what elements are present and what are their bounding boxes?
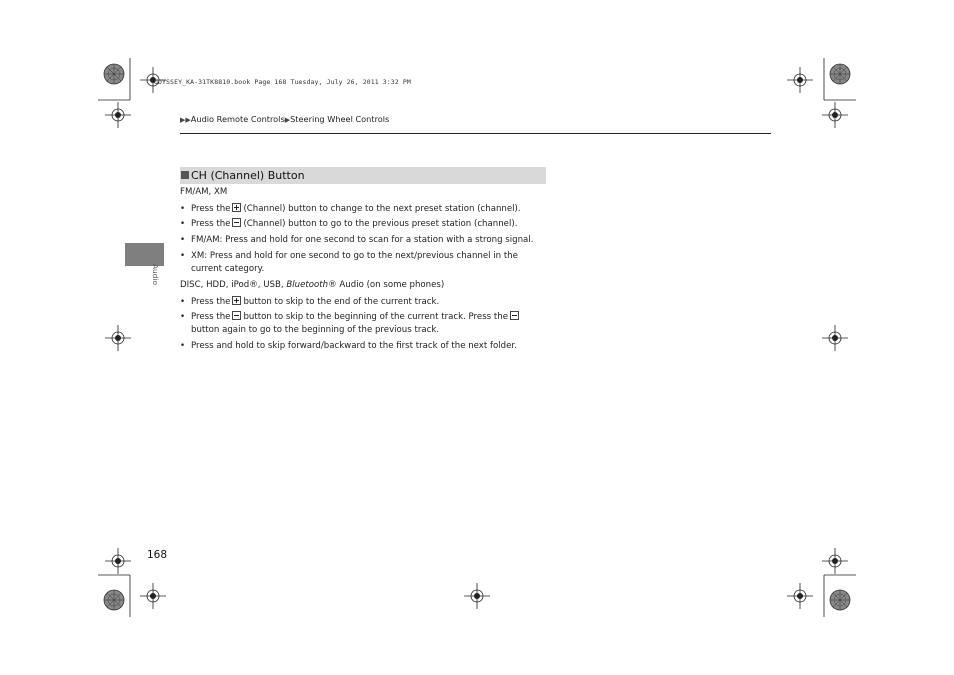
- breadcrumb-separator-icon: ▶: [284, 116, 291, 124]
- side-tab[interactable]: [125, 243, 164, 266]
- crosshair-icon: [464, 583, 490, 609]
- minus-key-icon: [232, 311, 241, 320]
- group1-title: FM/AM, XM: [180, 187, 228, 197]
- bullet: •: [180, 219, 186, 229]
- item-text: button again to go to the beginning of the previous track.: [191, 325, 440, 335]
- breadcrumb: [180, 114, 389, 124]
- group2-title: [180, 280, 444, 290]
- registration-disc-icon: [104, 590, 124, 610]
- item-text: (Channel) button to change to the next preset station (channel).: [243, 204, 521, 214]
- registration-disc-icon: [104, 64, 124, 84]
- bullet: •: [180, 297, 186, 307]
- item-text: current category.: [191, 264, 265, 274]
- item-text: Press the: [191, 204, 231, 214]
- crosshair-icon: [105, 548, 131, 574]
- bullet: •: [180, 251, 186, 261]
- header-rule: [180, 133, 771, 134]
- item-text: Press the: [191, 297, 231, 307]
- bullet: •: [180, 312, 186, 322]
- breadcrumb-arrows-icon: ▶▶: [180, 116, 191, 124]
- crosshair-icon: [787, 583, 813, 609]
- item-text: Press the: [191, 219, 231, 229]
- heading-square-icon: [181, 171, 189, 179]
- bullet: •: [180, 204, 186, 214]
- registration-disc-icon: [830, 590, 850, 610]
- plus-key-icon: [232, 203, 241, 212]
- registration-disc-icon: [830, 64, 850, 84]
- crosshair-icon: [822, 548, 848, 574]
- item-text: FM/AM: Press and hold for one second to scan for a station with a strong signal.: [191, 235, 534, 245]
- bullet: •: [180, 235, 186, 245]
- item-text: Press and hold to skip forward/backward to the first track of the next folder.: [191, 341, 517, 351]
- page-number: 168: [147, 549, 168, 561]
- breadcrumb-link-steering[interactable]: Steering Wheel Controls: [290, 114, 390, 124]
- group2-title-italic: Bluetooth: [286, 280, 329, 290]
- breadcrumb-link-audio-remote[interactable]: Audio Remote Controls: [190, 114, 285, 124]
- crosshair-icon: [787, 67, 813, 93]
- section-heading: [180, 167, 546, 184]
- plus-key-icon: [232, 296, 241, 305]
- item-text: XM: Press and hold for one second to go to the next/previous channel in the: [191, 251, 518, 261]
- item-text: button to skip to the end of the current track.: [243, 297, 440, 307]
- crosshair-icon: [105, 325, 131, 351]
- section-heading-text: CH (Channel) Button: [191, 169, 305, 182]
- item-text: Press the: [191, 312, 231, 322]
- minus-key-icon: [510, 311, 519, 320]
- item-text: (Channel) button to go to the previous preset station (channel).: [243, 219, 518, 229]
- minus-key-icon: [232, 218, 241, 227]
- file-info: ODYSSEY_KA-31TK8810.book Page 168 Tuesday, July 26, 2011 3:32 PM: [154, 78, 411, 86]
- bullet: •: [180, 341, 186, 351]
- group2-title-part: DISC, HDD, iPod®, USB,: [180, 280, 287, 290]
- crosshair-icon: [822, 325, 848, 351]
- group2-title-part: ® Audio (on some phones): [328, 280, 445, 290]
- side-tab-label: Audio: [151, 264, 160, 286]
- item-text: button to skip to the beginning of the current track. Press the: [243, 312, 508, 322]
- crosshair-icon: [140, 583, 166, 609]
- crosshair-icon: [105, 102, 131, 128]
- crosshair-icon: [822, 102, 848, 128]
